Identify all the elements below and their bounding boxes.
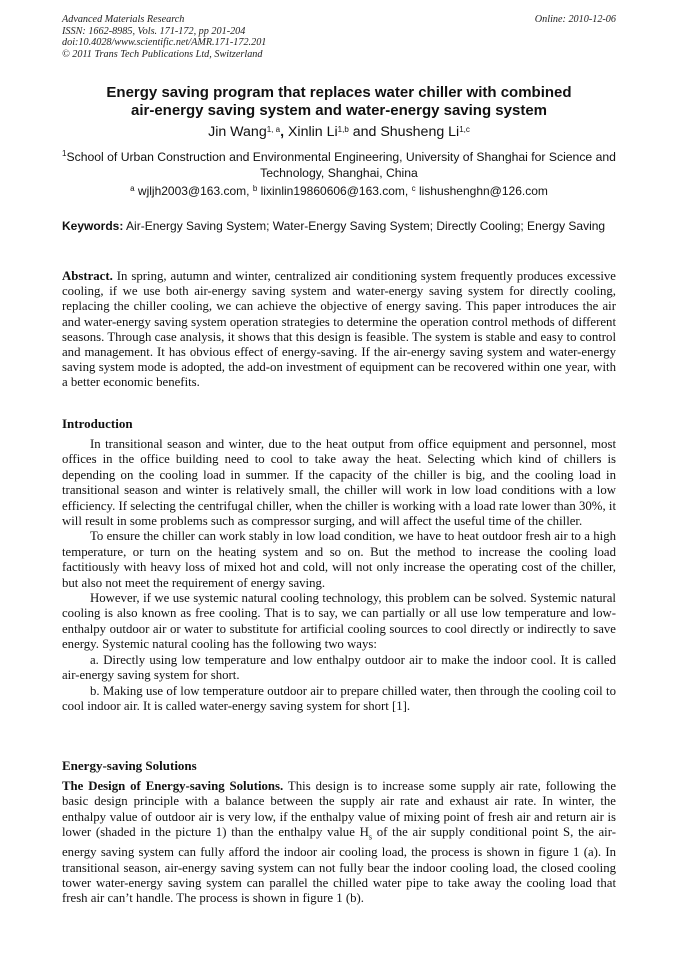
affiliation-marker: 1 bbox=[62, 149, 67, 158]
design-text-a: This design is to increase some supply air rate, following the basic design principle with a balance between the supply air rate and exhaust air rate. In winter, the enthalpy value of outdoor air is very low, if the enthalpy value of mixing point of fresh air and return air is lower (shaded in the picture 1) than the enthalpy value H bbox=[62, 779, 617, 840]
intro-paragraph-3: However, if we use systemic natural cooling technology, this problem can be solved. Systemic natural cooling is also known as free cooling. That is to say, we can partially or all use low temperature and low-enthalpy outdoor air or water to substitute for artificial cooling sources to cool directly or indirectly to save energy. Systemic natural cooling has the following two ways: bbox=[62, 591, 616, 652]
email-c-marker: c bbox=[411, 184, 416, 193]
design-text-b: of the air supply conditional point S, the air-energy saving system can fully afford the indoor air cooling load, the process is shown in figure 1 (a). In transitional season, air-energy saving system can not fully bear the indoor cooling load, the closed cooling tower water-energy saving system can parallel the chilled water pipe to take away the cooling load that fresh air can’t handle. The process is shown in figure 1 (b). bbox=[62, 825, 617, 906]
email-c: lishushenghn@126.com bbox=[418, 184, 548, 198]
affiliation bbox=[62, 149, 616, 181]
design-label: The Design of Energy-saving Solutions. bbox=[62, 779, 284, 793]
keywords-label: Keywords: bbox=[62, 219, 124, 233]
email-a-marker: a bbox=[130, 184, 135, 193]
intro-paragraph-5: b. Making use of low temperature outdoor air to prepare chilled water, then through the cooling coil to cool indoor air. It is called water-energy saving system for short [1]. bbox=[62, 683, 616, 713]
abstract-text: In spring, autumn and winter, centralized air conditioning system frequently produces excessive cooling, if we use both air-energy saving system and water-energy saving system for directly cooling, replacing the chiller cooling, we can achieve the objective of energy saving. This paper introduces the air and water-energy saving system operation strategies to determine the operation control methods of different seasons. Through case analysis, it shows that this design is feasible. The system is stable and easy to control and management. It has obvious effect of energy-saving. If the air-energy saving system and water-energy saving system mode is adopted, the add-on investment of equipment can be recovered within one year, with a better economic benefits. bbox=[62, 269, 616, 390]
author-2-affil: 1,b bbox=[337, 125, 349, 134]
doi-line: doi:10.4028/www.scientific.net/AMR.171-172.201 bbox=[62, 37, 267, 49]
introduction-heading: Introduction bbox=[62, 416, 133, 431]
copyright-line: © 2011 Trans Tech Publications Ltd, Switzerland bbox=[62, 48, 263, 60]
intro-paragraph-2: To ensure the chiller can work stably in low load condition, we have to heat outdoor fresh air to a high temperature, or turn on the heating system and so on. But the method to increase the cooling load factitiously with heavy loss of mixed hot and cold, will not only increase the operating cost of the chiller, but also not meet the requirement of energy saving. bbox=[62, 529, 616, 590]
author-1: Jin Wang bbox=[208, 124, 267, 140]
keywords bbox=[62, 219, 616, 234]
intro-paragraph-1: In transitional season and winter, due to the heat output from office equipment and personnel, most offices in the office building need to cool to take away the heat. Selecting which kind of chillers is depending on the cooling load in summer. If the capacity of the chiller is big, and the cooling load in transitional season and winter is relatively small, the chiller will work in low load conditions with a low efficiency. If selecting the centrifugal chiller, when the chiller is working with a load rate lower than 30%, it will result in some problems such as compressor surging, and will affect the useful time of the chiller. bbox=[62, 437, 616, 529]
online-date: Online: 2010-12-06 bbox=[534, 14, 616, 25]
email-a: wjljh2003@163.com, bbox=[137, 184, 253, 198]
solutions-heading: Energy-saving Solutions bbox=[62, 758, 197, 773]
author-sep-2: and bbox=[348, 124, 381, 140]
author-3: Shusheng Li bbox=[380, 124, 460, 140]
design-paragraph bbox=[62, 779, 616, 907]
journal-header bbox=[62, 14, 616, 60]
abstract-label: Abstract. bbox=[62, 269, 113, 283]
intro-paragraph-4: a. Directly using low temperature and low enthalpy outdoor air to make the indoor cool. It is called air-energy saving system for short. bbox=[62, 652, 616, 683]
issn-line: ISSN: 1662-8985, Vols. 171-172, pp 201-204 bbox=[62, 25, 246, 37]
author-2: Xinlin Li bbox=[287, 124, 338, 140]
author-emails bbox=[62, 184, 616, 199]
introduction-body bbox=[62, 437, 616, 714]
paper-title bbox=[62, 84, 616, 120]
title-line-2: air-energy saving system and water-energy saving system bbox=[130, 102, 547, 119]
enthalpy-subscript: s bbox=[368, 832, 373, 842]
abstract bbox=[62, 269, 616, 391]
author-sep-1: , bbox=[280, 124, 288, 140]
journal-name: Advanced Materials Research bbox=[62, 14, 185, 25]
affiliation-text: School of Urban Construction and Environmental Engineering, University of Shanghai for Science and Technology, Shanghai, China bbox=[66, 150, 616, 180]
keywords-text: Air-Energy Saving System; Water-Energy Saving System; Directly Cooling; Energy Saving bbox=[126, 219, 606, 233]
author-3-affil: 1,c bbox=[459, 125, 470, 134]
author-list bbox=[62, 124, 616, 141]
title-line-1: Energy saving program that replaces water chiller with combined bbox=[106, 84, 572, 101]
email-b-marker: b bbox=[252, 184, 258, 193]
author-1-affil: 1, a bbox=[266, 125, 281, 134]
email-b: lixinlin19860606@163.com, bbox=[260, 184, 412, 198]
